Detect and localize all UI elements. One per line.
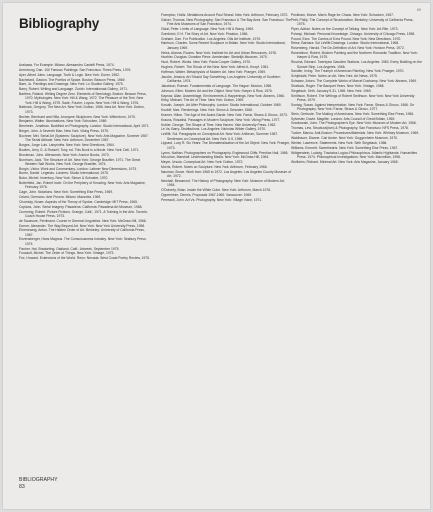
bibliography-entry: Cage, John. Notations. New York: Something Else Press, 1969. (19, 190, 114, 195)
bibliography-entry: Johnson, Ellen. Modern Art and the Object. New York: Harper & Row, 1976. (161, 88, 273, 93)
bibliography-entry: Bachelard, Gaston. The Poetics of Space. Boston: Beacon Press, 1969. (19, 77, 126, 82)
bibliography-entry: Benjamin, Walter. Illuminations. New York: Schocken, 1969. (19, 119, 108, 124)
bibliography-entry: Ruscha, Edward. Twentysix Gasoline Stations. Los Angeles: 1963. Every Building on the Sunset Strip. Los Angeles: 1966. (291, 60, 422, 69)
bibliography-entry: Gidal, Peter. Limits of Language. New York: Hill & Wang, 1969. (161, 26, 254, 31)
bibliography-entry: Ayer, Alfred Jules. Language, Truth & Logic. New York: Dover, 1952. (19, 72, 120, 77)
bibliography-entry: Sandler, Irving. The Triumph of American Painting. New York: Praeger, 1970. (291, 69, 405, 74)
bibliography-entry: Jakobson, Roman. Fundamentals of Language. The Hague: Mouton, 1956. (161, 83, 273, 88)
page-title: Bibliography (19, 16, 100, 31)
bibliography-entry: Pound, Ezra. The Cantos of Ezra Pound. New York: New Directions, 1970. (291, 36, 402, 41)
bibliography-entry: Lippard, Lucy R. Six Years: The Dematerialization of the Art Object. New York: Praeger, 1973. (161, 141, 290, 150)
bibliography-entry: Krauss, Rosalind. Passages in Modern Sculpture. New York: Viking Press, 1977. (161, 117, 281, 122)
bibliography-entry: Arakawa. For Example. Milano: Alessandro Castelli Press, 1974. (19, 63, 115, 67)
bibliography-entry: Schjeldahl, Peter. Notes on Art. New York: Art News, 1975. (291, 74, 378, 79)
bibliography-entry: Kaprow, Allan. Assemblage, Environments & Happenings. New York: Abrams, 1966. (161, 93, 285, 98)
bibliography-entry: Fischer, Hal. Bracketing. Oakland, Calif.: Artweek, September 1975. (19, 246, 120, 251)
bibliography-entry: Huebler, Douglas. Duration Piece. Amsterdam: Stedelijk Museum, 1970. (161, 55, 268, 60)
bibliography-entry: Butterfield, Jan. Robert Irwin: On the Periphery of Knowing. New York: Arts Magazine, February 1976. (19, 181, 146, 190)
bibliography-entry: Kirby, Michael. The Art of Time. New York: Dutton, 1969. (161, 98, 245, 103)
bibliography-entry: Gaiver, Thomas. New Photography. San Francisco & The Bay Area. San Francisco: The Fine Arts Museums of San Francisco, 1974. (161, 17, 292, 27)
bibliography-entry: Nauman, Bruce. Work from 1965 to 1972. Los Angeles: Los Angeles County Museum of Art, 1972. (161, 169, 292, 179)
bibliography-entry: Barthes, Roland. Writing Degree Zero. Elements of Semiology. Boston: Beacon Press, 1970. Mythologies. New York: Hill & Wang, 1972. The Pleasure of the Text. New York: Hill & Wang, 1975. Sade, Fourier, Loyola. New York: Hill & Wang, 1976. (19, 92, 147, 105)
bibliography-entry: Lyons, Nathan. Photographers on Photography. Englewood Cliffs: Prentice-Hall, 1966. (161, 150, 289, 155)
bibliography-entry: Shattuck, Roger. The Banquet Years. New York: Vintage, 1968. (291, 83, 385, 88)
bibliography-column-3 (291, 13, 422, 164)
bibliography-entry: Sontag, Susan. Against Interpretation. New York: Farrar, Straus & Giroux, 1966. On Photography. New York: Farrar, Straus & Giroux, 1977. (291, 102, 415, 111)
bibliography-entry: Thomas, Lew. Structural(ism) & Photography. San Francisco: NFS Press, 1978. (291, 126, 409, 131)
bibliography-entry: Cumming, Robert. Picture Fictions. Orange, Calif., 1971. A Training in the Arts. Toronto: Coach House Press, 1973. (19, 209, 148, 218)
bibliography-entry: Wollheim, Richard. Minimal Art. New York: Arts Magazine, January 1965. (291, 159, 399, 164)
bibliography-entry: Enzensberger, Hans Magnus. The Consciousness Industry. New York: Seabury Press, 1974. (19, 237, 147, 246)
top-page-number: 89 (417, 8, 421, 12)
bibliography-entry: Tucker, Marcia. Anti-Illusion: Procedures/Materials. New York: Whitney Museum, 1969. (291, 131, 420, 136)
bibliography-entry: Battcock, Gregory. The New Art. New York: Dutton, 1966. Idea Art. New York: Dutton, 1973. (19, 105, 145, 114)
bibliography-entry: Brockman, John. Afterwords. New York: Anchor Books, 1973. (19, 152, 110, 157)
bibliography-entry: Kubler, George. The Shape of Time. New Haven: Yale University Press, 1962. (161, 122, 277, 127)
bibliography-entry: Waldhauer, Dianne. Carl Andre. New York: Guggenheim Museum, 1970. (291, 135, 398, 140)
bibliography-entry: McLuhan, Marshall. Understanding Media. New York: McGraw-Hill, 1964. (161, 155, 270, 160)
bibliography-page (3, 3, 430, 509)
bibliography-entry: Huot, Robert. Works. New York: Paula Cooper Gallery, 1970. (161, 60, 252, 65)
bibliography-entry: Berger, John. A Seventh Man. New York: Viking Press, 1975. (19, 129, 109, 134)
bibliography-entry: Rosenblum, Robert. Modern Painting and the Northern Romantic Tradition. New York: Harper & Row, 1975. (291, 51, 418, 60)
bibliography-entry: Harrison, Charles. Some Recent Sculpture in Britain. New York: Studio International, January 1969. (161, 41, 286, 50)
bibliography-entry: Buren, Daniel. Legends. Londres: Studio International, 1975. (19, 171, 109, 176)
bibliography-entry: LeWitt, Sol. Paragraphs on Conceptual Art. New York: Artforum, Summer 1967. Sentences on Conceptual Art. New York: 0-9, 1969. (161, 132, 279, 141)
bibliography-entry: Oppenheim, Dennis. Proposals 1967-1969. Vancouver: 1969. (161, 192, 253, 197)
bibliography-entry: Smithson, Robert. The Writings of Robert Smithson. New York: New York University Press, 1979. (291, 93, 415, 102)
bibliography-entry: Sylvester, David. Magritte. London: Arts Council of Great Britain, 1969. (291, 116, 396, 121)
bibliography-entry: Piper, Adrian. Notes on the Concept of Talking. New York: Art-Rite, 1973. (291, 26, 399, 31)
bibliography-entry: Coplans, John. Serial Imagery. Pasadena: California: Pasadena Art Museum, 1968. (19, 204, 143, 209)
page-footer (19, 477, 58, 490)
bibliography-entry: Bochner, Mel. Serial Art (Systems: Sculpture). New York: Arts Magazine, Summer 1967. The Serial Attitude. New York: Artforum, December 1967. (19, 133, 149, 143)
bibliography-entry: Perreault, John. Art Vs. Photography. New York: Village Voice, 1971. (161, 197, 263, 202)
bibliography-entry: Butor, Michel. Inventory. New York: Simon & Schuster, 1970. (19, 176, 109, 181)
bibliography-entry: Siegelaub, Seth. January 5-31, 1969. New York: 1969. (291, 88, 372, 93)
bibliography-entry: Morris, Robert. Notes on Sculpture. New York: Artforum, February 1966. (161, 165, 268, 170)
bibliography-entry: Bernheim, Jonathan. Buddhist on Photography. London: Studio International, April 1971. (19, 124, 150, 129)
bibliography-entry: Kosuth, Joseph. Art After Philosophy. London: Studio International, October 1969. (161, 103, 282, 108)
bibliography-entry: Chomsky, Noam. Aspects of the Theory of Syntax. Cambridge: MIT Press, 1965. (19, 199, 138, 204)
bibliography-entry: Wittgenstein, Ludwig. Tractatus Logico-Philosophicus. Atlantic Highlands: Humanities Press, 1974. Philosophical Investigations. New York: Macmillan, 1958. (291, 150, 418, 159)
bibliography-entry: Celant, Germano. Arte Povera. Milano: Mazzotta, 1969. (19, 195, 102, 200)
bibliography-entry: Kramer, Hilton. The Age of the Avant-Garde. New York: Farrar, Straus & Giroux, 1973. (161, 112, 288, 117)
bibliography-column-2 (161, 13, 292, 203)
bibliography-entry: Foucault, Michel. The Order of Things. New York: Vintage, 1973. (19, 251, 115, 256)
bibliography-entry: Burgin, Victor. Work and Commentary. London: Latimer New Dimensions, 1973. (19, 166, 138, 171)
bibliography-entry: Szarkowski, John. The Photographer's Eye. New York: Museum of Modern Art, 1966. (291, 121, 417, 126)
bibliography-entry: Frampton, Hollis. Mediations Around Paul Strand. New York: Artforum, February 1972. (161, 13, 289, 17)
bibliography-entry: Armstrong, Dan. 100 Famous Paintings. San Francisco: Times Press, 1976. (19, 67, 132, 72)
bibliography-column-1 (19, 63, 150, 261)
bibliography-entry: Becher, Bernhard and Hilla. Anonyme Skulpturen. New York: Wittenborn, 1970. (19, 114, 136, 119)
bibliography-entry: Baer, Jo. Paintings and Drawings. New York: Lo Giudice Gallery, 1975. (19, 82, 124, 87)
bibliography-entry: de Saussure, Ferdinand. Course in General Linguistics. New York: McGraw-Hill, 1966. (19, 218, 147, 223)
bibliography-entry: Weiner, Lawrence. Statements. New York: Seth Siegelaub, 1968. (291, 140, 388, 145)
bibliography-entry: Jacobs, Jessica. Art Should Say Something. Los Angeles: University of Southern California, 1974. (161, 74, 281, 84)
bibliography-entry: Schwarz, Arturo. The Complete Works of Marcel Duchamp. New York: Abrams, 1969. (291, 79, 418, 84)
bibliography-entry: Peckham, Morse. Man's Rage for Chaos. New York: Schocken, 1967. (291, 13, 394, 17)
bibliography-entry: Borges, Jorge Luis. Labyrinths. New York: New Directions, 1964. (19, 142, 115, 147)
bibliography-entry: Newhall, Beaumont. The History of Photography. New York: Museum of Modern Art, 1964. (161, 178, 285, 188)
bibliography-entry: Hughes, Robert. The Shock of the New. New York: Alfred A. Knopf, 1981. (161, 65, 270, 70)
bibliography-entry: Heiss, Alanna. Rooms. New York: Institute for Art and Urban Resources, 1976. (161, 50, 277, 55)
bibliography-entry: Polanyi, Michael. Personal Knowledge. Chicago: University of Chicago Press, 1958. (291, 31, 416, 36)
footer-page-number: 83 (19, 483, 25, 490)
bibliography-entry: Gombrich, E.H. The Story of Art. New York: Phaidon, 1966. (161, 31, 249, 36)
bibliography-entry: Bowles, Jerry G. & Russell, Tony, ed. This Book is a Movie. New York: Dell, 1971. (19, 147, 140, 152)
bibliography-entry: Ehrenzweig, Anton. The Hidden Order of Art. Berkeley: University of California Press, 1967. (19, 228, 145, 237)
bibliography-entry: O'Doherty, Brian. Inside the White Cube. New York: Artforum, March 1976. (161, 188, 272, 193)
bibliography-entry: Kozloff, Max. Renderings. New York: Simon & Schuster, 1968. (161, 108, 253, 113)
bibliography-entry: Burnham, Jack. The Structure of Art. New York: George Braziller, 1971. The Great Western Salt Works. New York: George Braziller, 1974. (19, 157, 141, 166)
bibliography-entry: Dorner, Alexander. The Way Beyond Art. New York: New York University Press, 1958. (19, 223, 146, 228)
bibliography-entry: Fox, Howard. Extensions of the World. Reno: Nevada: West Coast Poetry Review, 1975. (19, 256, 150, 261)
bibliography-entry: Rosenberg, Harold. The De-Definition of Art. New York: Horizon Press, 1972. (291, 46, 405, 51)
bibliography-entry: Le Va, Barry. Distributions. Los Angeles: Nicholas Wilder Gallery, 1970. (161, 127, 267, 132)
bibliography-entry: Reise, Barbara. Sol LeWitt Drawings. London: Studio International, 1968. (291, 41, 400, 46)
bibliography-entry: Hoffman, Walter. Metaphysics of Modern Art. New York: Praeger, 1969. (161, 69, 267, 74)
bibliography-entry: Barry, Robert. Writing and Language. Zurich: Internationaal Gallery, 1971. (19, 87, 128, 92)
bibliography-entry: Williams, Emmett. Sweethearts. New York: Something Else Press, 1967. (291, 145, 399, 150)
bibliography-entry: Petit, Philip. The Concept of Structuralism. Berkeley: University of California Press, 1975. (291, 17, 414, 27)
footer-label: BIBLIOGRAPHY (19, 477, 58, 483)
bibliography-entry: Stein, Gertrude. The Making of Americans. New York: Something Else Press, 1966. (291, 111, 415, 116)
bibliography-entry: Graham, Dan. For Publication. Los Angeles: Otis Art Institute, 1975. (161, 36, 261, 41)
bibliography-entry: Meyer, Ursula. Conceptual Art. New York: Dutton, 1972. (161, 160, 244, 165)
